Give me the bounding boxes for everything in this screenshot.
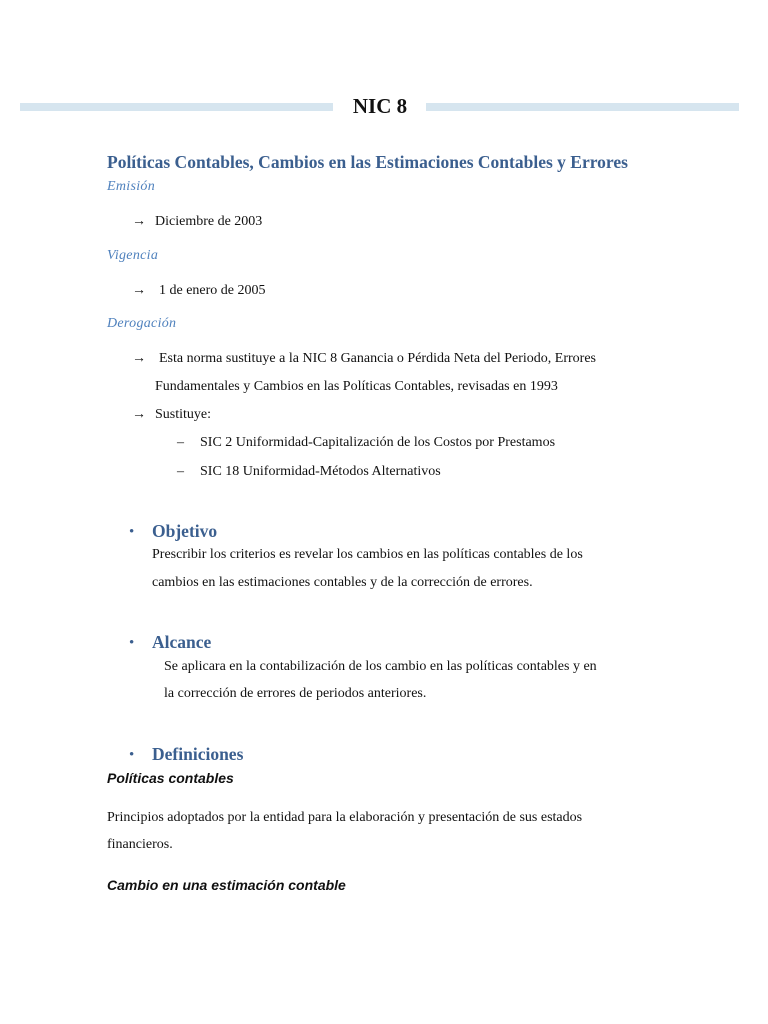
vigencia-label: Vigencia [107,248,159,263]
definition-text-line1: Principios adoptados por la entidad para la elaboración y presentación de sus estados [107,810,583,825]
arrow-icon: → [132,214,146,229]
emision-date: Diciembre de 2003 [155,214,263,229]
arrow-icon: → [132,351,146,366]
definition-term-politicas: Políticas contables [107,770,234,786]
title-bar-left [20,103,333,111]
alcance-text-line2: la corrección de errores de periodos anteriores. [164,686,427,701]
definition-text-line2: financieros. [107,837,173,852]
page-title: NIC 8 [352,94,408,118]
objetivo-heading: Objetivo [152,521,218,541]
objetivo-text-line1: Prescribir los criterios es revelar los cambios en las políticas contables de los [152,547,583,562]
alcance-text-line1: Se aplicara en la contabilización de los cambio en las políticas contables y en [164,659,597,674]
definiciones-heading: Definiciones [152,744,244,764]
objetivo-text-line2: cambios en las estimaciones contables y de la corrección de errores. [152,575,533,590]
bullet-icon: • [129,635,135,651]
emision-label: Emisión [107,179,155,194]
dash-icon: – [177,464,184,479]
arrow-icon: → [132,407,146,422]
arrow-icon: → [132,283,146,298]
definition-term-cambio: Cambio en una estimación contable [107,877,346,893]
sub-item-sic18: SIC 18 Uniformidad-Métodos Alternativos [200,464,441,479]
sub-item-sic2: SIC 2 Uniformidad-Capitalización de los Costos por Prestamos [200,435,556,450]
derogacion-label: Derogación [107,316,177,331]
dash-icon: – [177,435,184,450]
title-bar-right [426,103,739,111]
sustituye-label: Sustituye: [155,407,212,422]
derogacion-text-line2: Fundamentales y Cambios en las Políticas Contables, revisadas en 1993 [155,379,558,394]
document-subtitle: Políticas Contables, Cambios en las Estimaciones Contables y Errores [107,152,628,172]
alcance-heading: Alcance [152,632,212,652]
bullet-icon: • [129,747,135,763]
vigencia-date: 1 de enero de 2005 [159,283,266,298]
bullet-icon: • [129,524,135,540]
derogacion-text-line1: Esta norma sustituye a la NIC 8 Ganancia o Pérdida Neta del Periodo, Errores [159,351,596,366]
